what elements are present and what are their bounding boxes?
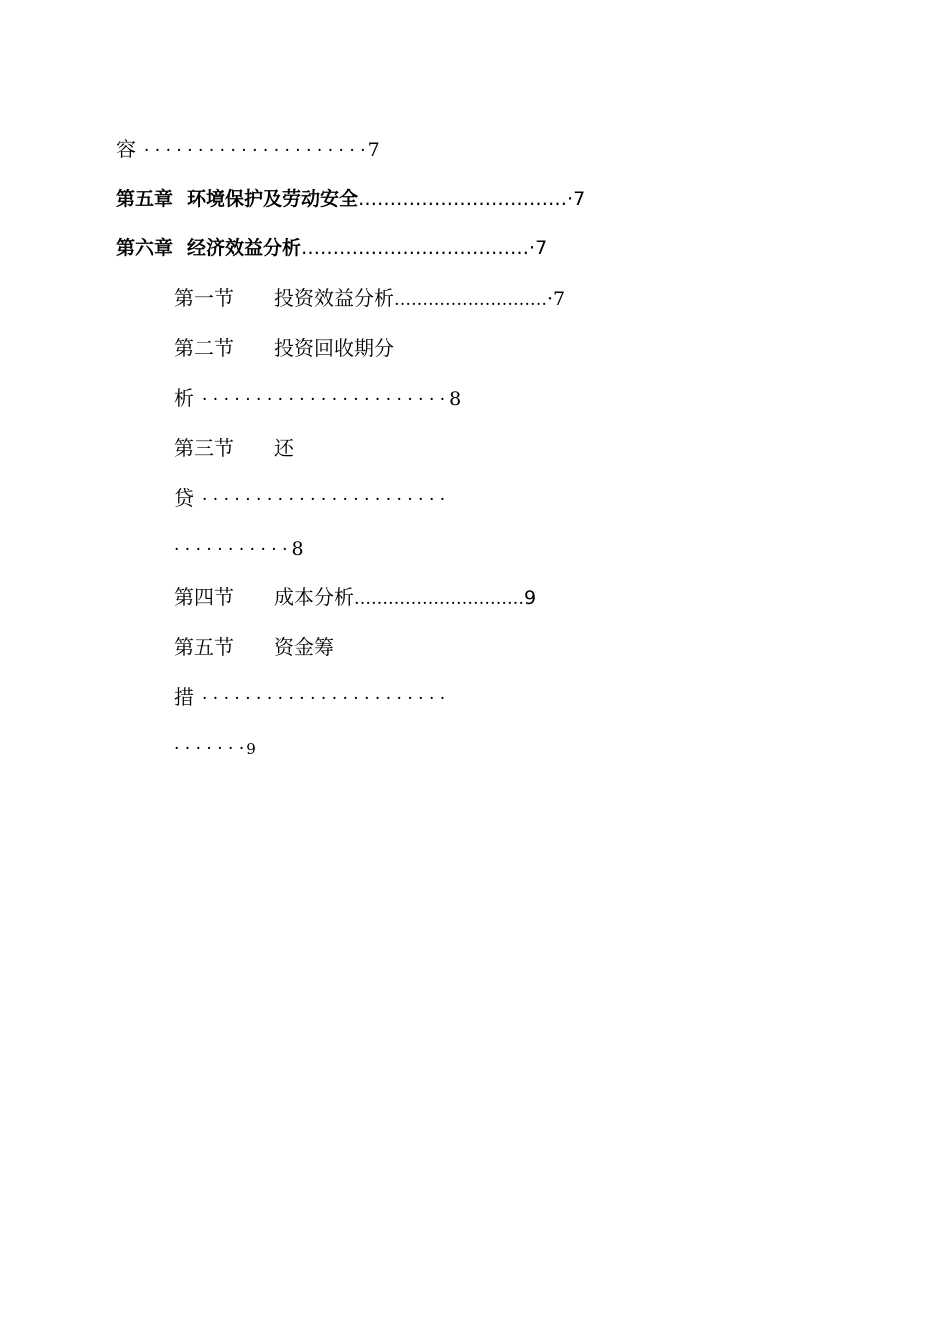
toc-section-3-title: 还 (274, 436, 294, 460)
toc-section-2-page: 8 (449, 388, 462, 410)
toc-section-3-dots-1: · · · · · · · · · · · · · · · · · · · · · · · (202, 490, 446, 510)
toc-section-4-number: 第四节 (174, 585, 234, 609)
toc-section-5-cont-text: 措 (174, 685, 194, 709)
toc-section-3-dots-2: · · · · · · · · · · · (174, 540, 288, 560)
toc-rong-dots: · · · · · · · · · · · · · · · · · · · · · (144, 141, 366, 161)
toc-chapter-6[interactable] (116, 235, 547, 261)
toc-section-2-cont (174, 385, 461, 411)
toc-section-5-page: 9 (246, 740, 256, 758)
toc-section-2[interactable] (174, 335, 394, 361)
toc-chapter-6-page: ·7 (529, 237, 548, 259)
toc-section-1[interactable] (174, 285, 565, 311)
toc-section-1-title: 投资效益分析 (274, 286, 394, 310)
toc-section-3[interactable] (174, 435, 294, 461)
toc-chapter-6-leader: ……………………………… (301, 237, 530, 259)
toc-section-3-page: 8 (291, 538, 304, 560)
toc-section-5-cont-2 (174, 734, 256, 760)
toc-chapter-6-number: 第六章 (116, 237, 174, 259)
toc-section-4-leader: ………………………… (354, 589, 524, 609)
toc-chapter-5[interactable] (116, 186, 585, 212)
toc-section-5-dots-1: · · · · · · · · · · · · · · · · · · · · · · · (202, 689, 446, 709)
toc-section-2-dots: · · · · · · · · · · · · · · · · · · · · · · · (202, 390, 446, 410)
toc-section-3-number: 第三节 (174, 436, 234, 460)
toc-chapter-5-leader: …………………………… (358, 188, 568, 210)
toc-section-1-leader: ……………………… (394, 290, 547, 310)
toc-section-4-title: 成本分析 (274, 585, 354, 609)
toc-rong-page: 7 (367, 139, 380, 161)
toc-section-3-cont (174, 485, 445, 511)
toc-chapter-5-page: ·7 (567, 188, 586, 210)
toc-line-rong (116, 136, 380, 162)
toc-section-5[interactable] (174, 634, 334, 660)
toc-section-5-number: 第五节 (174, 635, 234, 659)
toc-section-1-number: 第一节 (174, 286, 234, 310)
toc-section-4-page: 9 (524, 587, 537, 609)
toc-rong-text: 容 (116, 137, 136, 161)
toc-section-5-dots-2: · · · · · · · (174, 739, 245, 759)
toc-section-2-title: 投资回收期分 (274, 336, 394, 360)
toc-chapter-6-title: 经济效益分析 (187, 237, 302, 259)
toc-section-5-cont (174, 684, 445, 710)
toc-section-3-cont-text: 贷 (174, 486, 194, 510)
toc-section-2-cont-text: 析 (174, 386, 194, 410)
toc-section-4[interactable] (174, 584, 536, 610)
toc-chapter-5-number: 第五章 (116, 188, 174, 210)
toc-section-3-cont-2 (174, 535, 304, 561)
toc-chapter-5-title: 环境保护及劳动安全 (187, 188, 359, 210)
toc-section-2-number: 第二节 (174, 336, 234, 360)
toc-section-5-title: 资金筹 (274, 635, 334, 659)
toc-section-1-page: ·7 (547, 288, 566, 310)
